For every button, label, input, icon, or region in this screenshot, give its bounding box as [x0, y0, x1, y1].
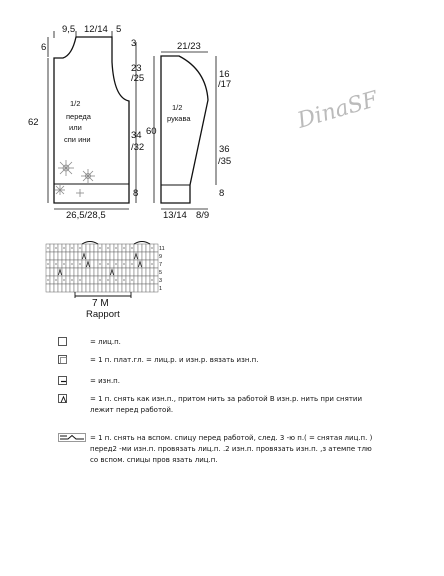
sleeve-arm-length-a: 36	[219, 144, 230, 155]
chart-cell	[66, 276, 70, 284]
sleeve-bottom-label-left: 13/14	[163, 210, 187, 221]
chart-cell	[134, 244, 138, 252]
chart-cell	[70, 284, 74, 292]
chart-cell	[110, 260, 114, 268]
chart-cell	[126, 268, 130, 276]
svg-text:или: или	[69, 123, 82, 132]
chart-cell	[110, 284, 114, 292]
chart-cell	[154, 260, 158, 268]
chart-cell	[134, 260, 138, 268]
chart-cell	[122, 268, 126, 276]
chart-cell	[138, 244, 142, 252]
chart-cell	[110, 276, 114, 284]
chart-cell	[138, 268, 142, 276]
chart-cell	[82, 260, 86, 268]
chart-cell	[50, 244, 54, 252]
sleeve-cap-height-a: 16	[219, 69, 230, 80]
chart-cell	[58, 252, 62, 260]
front-width: 26,5/28,5	[66, 210, 106, 221]
chart-cell	[50, 252, 54, 260]
front-shoulder-drop: 6	[41, 42, 47, 53]
chart-cell	[74, 252, 78, 260]
chart-cell	[130, 284, 134, 292]
repeat-label: 7 M	[92, 298, 109, 309]
front-neck-depth: 3	[131, 38, 137, 49]
chart-cell	[74, 276, 78, 284]
chart-cell	[70, 268, 74, 276]
chart-cell	[90, 268, 94, 276]
chart-cell	[58, 284, 62, 292]
front-total-length: 62	[28, 117, 39, 128]
chart-cell	[54, 252, 58, 260]
chart-cell	[86, 284, 90, 292]
chart-cell	[78, 252, 82, 260]
chart-cell	[50, 276, 54, 284]
chart-cell	[82, 276, 86, 284]
front-top-label-left: 9,5	[62, 24, 76, 35]
chart-cell	[146, 244, 150, 252]
chart-cell	[154, 276, 158, 284]
chart-cell	[122, 284, 126, 292]
svg-text:рукава: рукава	[167, 114, 191, 123]
chart-cell	[90, 284, 94, 292]
chart-cell	[62, 284, 66, 292]
chart-cell	[46, 284, 50, 292]
chart-cell	[118, 284, 122, 292]
chart-cell	[98, 268, 102, 276]
chart-cell	[142, 276, 146, 284]
chart-cell	[74, 284, 78, 292]
front-top-label-mid: 12/14	[84, 24, 108, 35]
sleeve-total-length: 60	[146, 126, 157, 137]
chart-cell	[138, 252, 142, 260]
chart-cell	[134, 284, 138, 292]
chart-cell	[74, 244, 78, 252]
chart-cell	[82, 268, 86, 276]
chart-cell	[82, 244, 86, 252]
chart-cell	[150, 284, 154, 292]
chart-cell	[66, 284, 70, 292]
chart-cell	[86, 268, 90, 276]
chart-cell	[118, 268, 122, 276]
cable-arc	[82, 242, 98, 245]
chart-cell	[146, 268, 150, 276]
chart-cell	[114, 268, 118, 276]
sleeve-cap-height-b: /17	[218, 79, 232, 90]
sleeve-cuff-height: 8	[219, 188, 225, 199]
chart-cell	[142, 244, 146, 252]
chart-cell	[154, 252, 158, 260]
chart-cell	[94, 260, 98, 268]
front-side-length-a: 34	[131, 130, 142, 141]
chart-cell	[62, 268, 66, 276]
chart-cell	[74, 260, 78, 268]
chart-cell	[154, 244, 158, 252]
chart-cell	[90, 276, 94, 284]
chart-cell	[58, 276, 62, 284]
svg-text:1: 1	[159, 286, 163, 292]
chart-cell	[106, 284, 110, 292]
chart-cell	[154, 284, 158, 292]
front-side-length-b: /32	[131, 142, 145, 153]
stitch-chart	[46, 242, 165, 321]
chart-cell	[118, 252, 122, 260]
purl-stitch-icon	[58, 376, 67, 385]
chart-cell	[70, 252, 74, 260]
chart-cell	[134, 276, 138, 284]
chart-cell	[134, 268, 138, 276]
chart-cell	[90, 260, 94, 268]
chart-cell	[146, 284, 150, 292]
chart-cell	[138, 284, 142, 292]
front-armhole-depth-b: /25	[131, 73, 145, 84]
chart-cell	[130, 252, 134, 260]
chart-cell	[126, 260, 130, 268]
front-title	[64, 99, 92, 144]
repeat-word: Rapport	[86, 309, 120, 320]
chart-cell	[102, 268, 106, 276]
chart-cell	[126, 276, 130, 284]
chart-cell	[62, 252, 66, 260]
chart-cell	[58, 260, 62, 268]
chart-cell	[118, 276, 122, 284]
svg-text:11: 11	[159, 246, 165, 252]
chart-cell	[94, 284, 98, 292]
snowflake-decoration-icon	[55, 160, 95, 197]
chart-cell	[50, 284, 54, 292]
chart-cell	[146, 260, 150, 268]
front-rib-height: 8	[133, 188, 139, 199]
chart-cell	[66, 244, 70, 252]
svg-text:1/2: 1/2	[172, 103, 183, 112]
chart-cell	[94, 244, 98, 252]
chart-cell	[150, 252, 154, 260]
front-armhole-depth-a: 23	[131, 63, 142, 74]
chart-cell	[114, 252, 118, 260]
chart-cell	[142, 260, 146, 268]
chart-cell	[66, 260, 70, 268]
sleeve-top-width: 21/23	[177, 41, 201, 52]
svg-text:7: 7	[159, 262, 163, 268]
chart-cell	[142, 252, 146, 260]
chart-cell	[106, 252, 110, 260]
chart-cell	[102, 260, 106, 268]
chart-cell	[86, 244, 90, 252]
chart-cell	[150, 268, 154, 276]
chart-cell	[126, 244, 130, 252]
chart-cell	[102, 244, 106, 252]
chart-cell	[82, 284, 86, 292]
chart-cell	[130, 268, 134, 276]
chart-cell	[126, 252, 130, 260]
chart-cell	[58, 244, 62, 252]
chart-cell	[122, 252, 126, 260]
slip-stitch-icon	[58, 394, 67, 403]
chart-cell	[110, 252, 114, 260]
twisted-stitch-icon	[58, 355, 67, 364]
front-top-label-right: 5	[116, 24, 122, 35]
sleeve-outline	[161, 56, 208, 203]
chart-cell	[114, 284, 118, 292]
chart-cell	[78, 268, 82, 276]
chart-cell	[146, 276, 150, 284]
chart-cell	[102, 252, 106, 260]
chart-cell	[126, 284, 130, 292]
chart-cell	[98, 252, 102, 260]
chart-cell	[118, 260, 122, 268]
svg-text:9: 9	[159, 254, 163, 260]
svg-text:3: 3	[159, 278, 163, 284]
chart-cell	[102, 284, 106, 292]
chart-cell	[50, 260, 54, 268]
sleeve-arm-length-b: /35	[218, 156, 232, 167]
chart-cell	[90, 252, 94, 260]
chart-cell	[98, 284, 102, 292]
chart-cell	[102, 276, 106, 284]
chart-cell	[118, 244, 122, 252]
chart-cell	[86, 276, 90, 284]
chart-cell	[66, 268, 70, 276]
chart-cell	[66, 252, 70, 260]
svg-text:переда: переда	[66, 112, 91, 121]
chart-cell	[86, 252, 90, 260]
chart-cell	[94, 268, 98, 276]
sleeve-title	[167, 103, 191, 123]
chart-row-numbers	[159, 246, 165, 292]
chart-cell	[110, 244, 114, 252]
watermark: DinaSF	[294, 87, 381, 134]
chart-cell	[142, 268, 146, 276]
svg-text:спи ини: спи ини	[64, 135, 91, 144]
chart-cell	[54, 268, 58, 276]
cable-arc	[134, 242, 150, 245]
chart-cell	[78, 284, 82, 292]
chart-cell	[142, 284, 146, 292]
cable-cross-icon	[58, 433, 86, 442]
chart-cell	[50, 268, 54, 276]
sleeve-bottom-label-right: 8/9	[196, 210, 210, 221]
chart-cell	[94, 252, 98, 260]
chart-cell	[54, 284, 58, 292]
chart-cell	[74, 268, 78, 276]
chart-cell	[46, 268, 50, 276]
knit-stitch-icon	[58, 337, 67, 346]
chart-cell	[154, 268, 158, 276]
chart-cell	[138, 276, 142, 284]
svg-text:1/2: 1/2	[70, 99, 81, 108]
svg-text:5: 5	[159, 270, 163, 276]
chart-cell	[146, 252, 150, 260]
chart-cell	[90, 244, 94, 252]
chart-cell	[106, 268, 110, 276]
chart-cell	[46, 252, 50, 260]
chart-cell	[94, 276, 98, 284]
